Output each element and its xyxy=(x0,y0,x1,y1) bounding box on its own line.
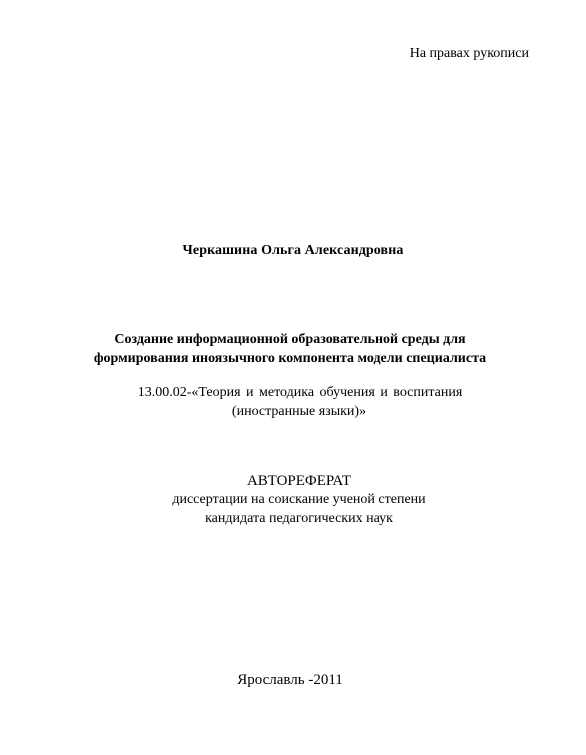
city-year: Ярославль -2011 xyxy=(237,672,343,688)
author-name: Черкашина Ольга Александровна xyxy=(182,243,404,258)
degree-line-1: диссертации на соискание ученой степени xyxy=(172,492,426,507)
specialty-line-2: (иностранные языки)» xyxy=(231,404,367,419)
title-line-1: Создание информационной образовательной среды для xyxy=(114,332,466,347)
degree-line-2: кандидата педагогических наук xyxy=(205,511,393,526)
abstract-label: АВТОРЕФЕРАТ xyxy=(246,473,352,489)
specialty-line-1: 13.00.02-«Теория и методика обучения и воспитания xyxy=(137,385,463,400)
title-line-2: формирования иноязычного компонента модели специалиста xyxy=(93,351,487,366)
manuscript-note: На правах рукописи xyxy=(409,46,529,61)
